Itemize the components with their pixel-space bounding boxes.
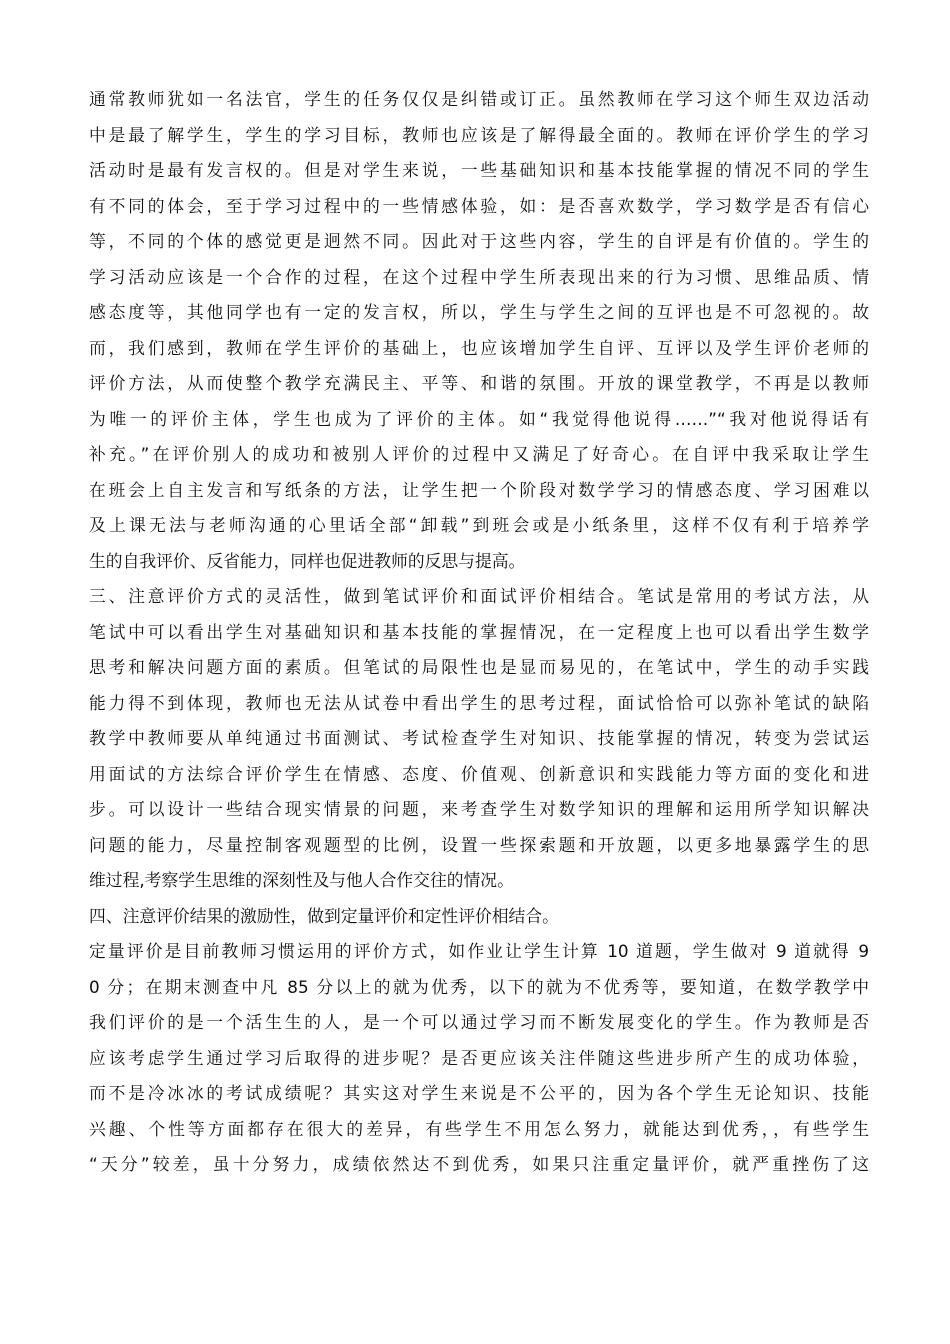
document-body <box>89 82 869 1183</box>
text-line: “天分”较差，虽十分努力，成绩依然达不到优秀，如果只注重定量评价，就严重挫伤了这 <box>89 1154 869 1174</box>
text-line: 用面试的方法综合评价学生在情感、态度、价值观、创新意识和实践能力等方面的变化和进 <box>89 763 869 784</box>
text-line: 问题的能力，尽量控制客观题型的比例，设置一些探索题和开放题，以更多地暴露学生的思 <box>89 834 869 855</box>
text-line: 为唯一的评价主体，学生也成为了评价的主体。如“我觉得他说得……”“我对他说得话有 <box>89 408 869 429</box>
text-line: 活动时是最有发言权的。但是对学生来说，一些基础知识和基本技能掌握的情况不同的学生 <box>89 160 869 180</box>
text-line: 维过程,考察学生思维的深刻性及与他人合作交往的情况。 <box>89 870 514 890</box>
text-line: 教学中教师要从单纯通过书面测试、考试检查学生对知识、技能掌握的情况，转变为尝试运 <box>89 728 869 748</box>
text-line: 笔试中可以看出学生对基础知识和基本技能的掌握情况，在一定程度上也可以看出学生数学 <box>89 621 869 642</box>
text-line: 应该考虑学生通过学习后取得的进步呢？是否更应该关注伴随这些进步所产生的成功体验， <box>89 1047 869 1068</box>
text-line: 补充。”在评价别人的成功和被别人评价的过程中又满足了好奇心。在自评中我采取让学生 <box>89 444 869 464</box>
text-line: 0 分；在期末测查中凡 85 分以上的就为优秀，以下的就为不优秀等，要知道，在数学教学中 <box>89 976 869 997</box>
text-line: 能力得不到体现，教师也无法从试卷中看出学生的思考过程，面试恰恰可以弥补笔试的缺陷 <box>89 692 869 713</box>
text-line: 我们评价的是一个活生生的人，是一个可以通过学习而不断发展变化的学生。作为教师是否 <box>89 1012 869 1032</box>
text-line: 感态度等，其他同学也有一定的发言权，所以，学生与学生之间的互评也是不可忽视的。故 <box>89 302 869 322</box>
text-line: 及上课无法与老师沟通的心里话全部“卸载”到班会或是小纸条里，这样不仅有利于培养学 <box>89 515 869 535</box>
text-line: 思考和解决问题方面的素质。但笔试的局限性也是显而易见的，在笔试中，学生的动手实践 <box>89 657 869 677</box>
text-line: 三、注意评价方式的灵活性，做到笔试评价和面试评价相结合。笔试是常用的考试方法，从 <box>89 586 869 606</box>
text-line: 在班会上自主发言和写纸条的方法，让学生把一个阶段对数学学习的情感态度、学习困难以 <box>89 479 869 500</box>
text-line: 等，不同的个体的感觉更是迥然不同。因此对于这些内容，学生的自评是有价值的。学生的 <box>89 231 869 251</box>
text-line: 中是最了解学生，学生的学习目标，教师也应该是了解得最全面的。教师在评价学生的学习 <box>89 124 869 145</box>
text-line: 定量评价是目前教师习惯运用的评价方式，如作业让学生计算 10 道题，学生做对 9 道就得 9 <box>89 941 869 961</box>
text-line: 学习活动应该是一个合作的过程，在这个过程中学生所表现出来的行为习惯、思维品质、情 <box>89 266 869 287</box>
text-line: 兴趣、个性等方面都存在很大的差异，有些学生不用怎么努力，就能达到优秀，，有些学生 <box>89 1118 869 1139</box>
text-line: 而，我们感到，教师在学生评价的基础上，也应该增加学生自评、互评以及学生评价老师的 <box>89 337 869 358</box>
text-line: 通常教师犹如一名法官，学生的任务仅仅是纠错或订正。虽然教师在学习这个师生双边活动 <box>89 89 869 109</box>
text-line: 生的自我评价、反省能力，同样也促进教师的反思与提高。 <box>89 550 526 571</box>
text-line: 评价方法，从而使整个教学充满民主、平等、和谐的氛围。开放的课堂教学，不再是以教师 <box>89 373 869 393</box>
text-line: 有不同的体会，至于学习过程中的一些情感体验，如：是否喜欢数学，学习数学是否有信心 <box>89 195 869 216</box>
text-line: 而不是冷冰冰的考试成绩呢？其实这对学生来说是不公平的，因为各个学生无论知识、技能 <box>89 1083 869 1103</box>
text-line: 四、注意评价结果的激励性，做到定量评价和定性评价相结合。 <box>89 905 559 926</box>
text-line: 步。可以设计一些结合现实情景的问题，来考查学生对数学知识的理解和运用所学知识解决 <box>89 799 869 819</box>
